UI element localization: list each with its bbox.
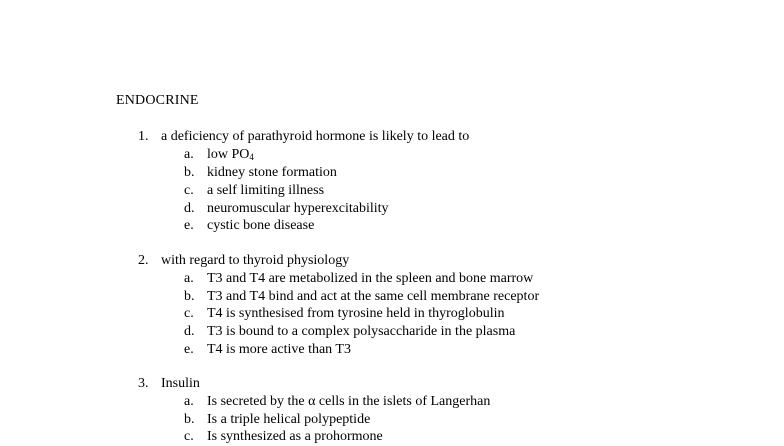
option-letter: c. <box>184 306 194 321</box>
question-text: a deficiency of parathyroid hormone is likely to lead to <box>161 129 470 144</box>
option-letter: c. <box>184 183 194 198</box>
question-stem <box>138 252 349 270</box>
option-c <box>184 428 383 446</box>
option-text: T3 and T4 bind and act at the same cell membrane receptor <box>207 289 540 304</box>
option-e <box>184 217 314 235</box>
question-stem <box>138 375 200 393</box>
question-number: 1. <box>138 129 149 144</box>
option-c <box>184 305 504 323</box>
section-heading: ENDOCRINE <box>116 93 199 108</box>
option-letter: b. <box>184 412 195 427</box>
option-text: Is synthesized as a prohormone <box>207 429 383 444</box>
question-number: 3. <box>138 376 149 391</box>
option-text: low PO <box>207 147 250 162</box>
option-subscript: 4 <box>249 152 254 162</box>
option-text: T4 is synthesised from tyrosine held in thyroglobulin <box>207 306 505 321</box>
option-b <box>184 288 539 306</box>
question-text: with regard to thyroid physiology <box>161 253 350 268</box>
option-letter: b. <box>184 165 195 180</box>
option-text: Is a triple helical polypeptide <box>207 412 371 427</box>
option-text: T4 is more active than T3 <box>207 342 351 357</box>
option-text: a self limiting illness <box>207 183 325 198</box>
question-text: Insulin <box>161 376 200 391</box>
option-b <box>184 164 337 182</box>
option-letter: e. <box>184 218 194 233</box>
option-letter: d. <box>184 201 195 216</box>
option-letter: a. <box>184 394 194 409</box>
option-text: T3 and T4 are metabolized in the spleen and bone marrow <box>207 271 534 286</box>
option-letter: e. <box>184 342 194 357</box>
option-letter: d. <box>184 324 195 339</box>
option-letter: a. <box>184 271 194 286</box>
option-text: kidney stone formation <box>207 165 337 180</box>
option-d <box>184 200 389 218</box>
option-text: cystic bone disease <box>207 218 315 233</box>
option-letter: b. <box>184 289 195 304</box>
option-d <box>184 323 515 341</box>
option-a <box>184 146 254 164</box>
option-c <box>184 182 324 200</box>
option-letter: a. <box>184 147 194 162</box>
option-text: Is secreted by the α cells in the islets of Langerhan <box>207 394 491 409</box>
option-e <box>184 341 351 359</box>
option-a <box>184 270 533 288</box>
option-a <box>184 393 490 411</box>
question-stem <box>138 128 469 146</box>
option-b <box>184 411 370 429</box>
option-text: T3 is bound to a complex polysaccharide in the plasma <box>207 324 516 339</box>
question-number: 2. <box>138 253 149 268</box>
option-text: neuromuscular hyperexcitability <box>207 201 389 216</box>
option-letter: c. <box>184 429 194 444</box>
